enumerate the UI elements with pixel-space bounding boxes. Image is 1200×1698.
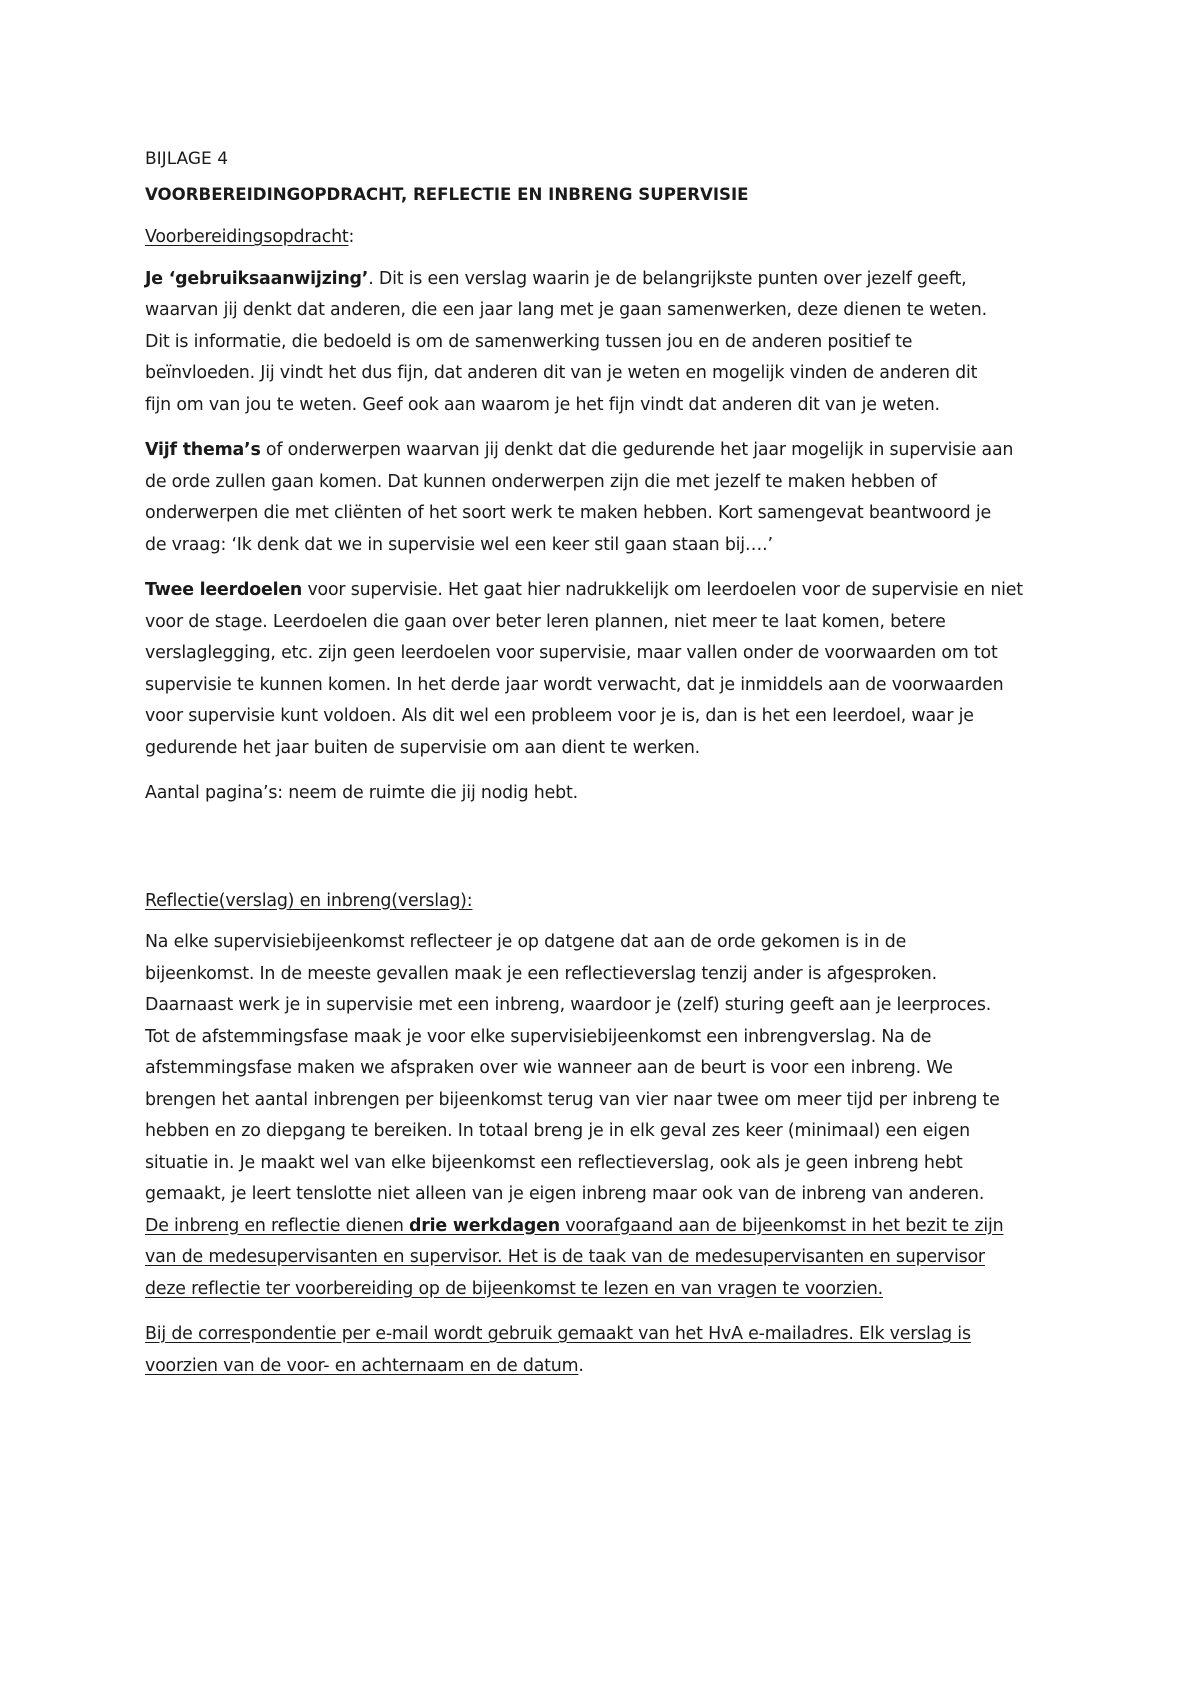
paragraph-correspondentie: [145, 1319, 1065, 1382]
underlined-line: deze reflectie ter voorbereiding op de bijeenkomst te lezen en van vragen te voorzien.: [145, 1278, 883, 1299]
annex-label: BIJLAGE 4: [145, 149, 229, 169]
text-line: afstemmingsfase maken we afspraken over wie wanneer aan de beurt is voor een inbreng. We: [145, 1058, 953, 1078]
text-line: Na elke supervisiebijeenkomst reflecteer je op datgene dat aan de orde gekomen is in de: [145, 932, 907, 952]
bold-lead: Vijf thema’s: [145, 440, 261, 460]
paragraph-leerdoelen: [145, 575, 1065, 764]
paragraph-paginas: [145, 778, 1065, 810]
prep-heading-colon: :: [348, 227, 355, 247]
bold-lead: Je ‘gebruiksaanwijzing’: [145, 268, 369, 289]
document-page: [145, 146, 1065, 1396]
reflection-heading: [145, 886, 1065, 918]
text-line: supervisie te kunnen komen. In het derde jaar wordt verwacht, dat je inmiddels aan de voorwaarden: [145, 674, 1004, 695]
text-line: voor de stage. Leerdoelen die gaan over beter leren plannen, niet meer te laat komen, betere: [145, 611, 946, 632]
paragraph-reflectie: [145, 927, 1065, 1305]
prep-heading-text: Voorbereidingsopdracht: [145, 227, 349, 247]
text-line: bijeenkomst. In de meeste gevallen maak je een reflectieverslag tenzij ander is afgesproken.: [145, 963, 937, 984]
spacer: [145, 824, 1065, 886]
text-line: de orde zullen gaan komen. Dat kunnen onderwerpen zijn die met jezelf te maken hebben of: [145, 471, 937, 492]
paragraph-gebruiksaanwijzing: [145, 264, 1065, 422]
text-line: onderwerpen die met cliënten of het soort werk te maken hebben. Kort samengevat beantwoord je: [145, 503, 991, 523]
text-line: situatie in. Je maakt wel van elke bijeenkomst een reflectieverslag, ook als je geen inbreng hebt: [145, 1152, 963, 1173]
text-line: beïnvloeden. Jij vindt het dus fijn, dat anderen dit van je weten en mogelijk vinden de anderen dit: [145, 363, 978, 383]
text-line: Je ‘gebruiksaanwijzing’. Dit is een verslag waarin je de belangrijkste punten over jezelf geeft,: [145, 268, 967, 289]
underlined-line: Bij de correspondentie per e-mail wordt gebruik gemaakt van het HvA e-mailadres. Elk verslag is: [145, 1324, 971, 1344]
text-line: verslaglegging, etc. zijn geen leerdoelen voor supervisie, maar vallen onder de voorwaarden om tot: [145, 643, 998, 663]
text-line: fijn om van jou te weten. Geef ook aan waarom je het fijn vindt dat anderen dit van je weten.: [145, 394, 940, 415]
text-line: gedurende het jaar buiten de supervisie om aan dient te werken.: [145, 737, 701, 758]
text-line: voor supervisie kunt voldoen. Als dit wel een probleem voor je is, dan is het een leerdoel, waar je: [145, 706, 974, 726]
bold-lead: Twee leerdoelen: [145, 580, 303, 600]
reflection-heading-text: Reflectie(verslag) en inbreng(verslag):: [145, 890, 473, 911]
prep-heading: [145, 222, 1065, 254]
paragraph-themas: [145, 435, 1065, 561]
text-line: Vijf thema’s of onderwerpen waarvan jij denkt dat die gedurende het jaar mogelijk in supervisie aan: [145, 440, 1014, 460]
text-line: Tot de afstemmingsfase maak je voor elke supervisiebijeenkomst een inbrengverslag. Na de: [145, 1026, 932, 1047]
document-title: VOORBEREIDINGOPDRACHT, REFLECTIE EN INBRENG SUPERVISIE: [145, 185, 749, 204]
text-line: Daarnaast werk je in supervisie met een inbreng, waardoor je (zelf) sturing geeft aan je leerproces.: [145, 995, 992, 1015]
text-line: hebben en zo diepgang te bereiken. In totaal breng je in elk geval zes keer (minimaal) een eigen: [145, 1121, 970, 1141]
text-line: de vraag: ‘Ik denk dat we in supervisie wel een keer stil gaan staan bij….’: [145, 534, 773, 555]
text-line: Twee leerdoelen voor supervisie. Het gaat hier nadrukkelijk om leerdoelen voor de supervisie en niet: [145, 580, 1023, 600]
text-line: voorzien van de voor- en achternaam en de datum.: [145, 1355, 584, 1376]
text-line: Aantal pagina’s: neem de ruimte die jij nodig hebt.: [145, 783, 578, 803]
text-line: gemaakt, je leert tenslotte niet alleen van je eigen inbreng maar ook van de inbreng van anderen.: [145, 1184, 985, 1204]
underlined-line: De inbreng en reflectie dienen drie werkdagen voorafgaand aan de bijeenkomst in het bezit te zijn: [145, 1215, 1004, 1236]
text-line: Dit is informatie, die bedoeld is om de samenwerking tussen jou en de anderen positief te: [145, 331, 913, 352]
underlined-line: van de medesupervisanten en supervisor. Het is de taak van de medesupervisanten en supervisor: [145, 1247, 985, 1267]
text-line: waarvan jij denkt dat anderen, die een jaar lang met je gaan samenwerken, deze dienen te weten.: [145, 300, 987, 320]
bold-deadline: drie werkdagen: [409, 1215, 560, 1236]
text-line: brengen het aantal inbrengen per bijeenkomst terug van vier naar twee om meer tijd per inbreng te: [145, 1089, 1000, 1110]
